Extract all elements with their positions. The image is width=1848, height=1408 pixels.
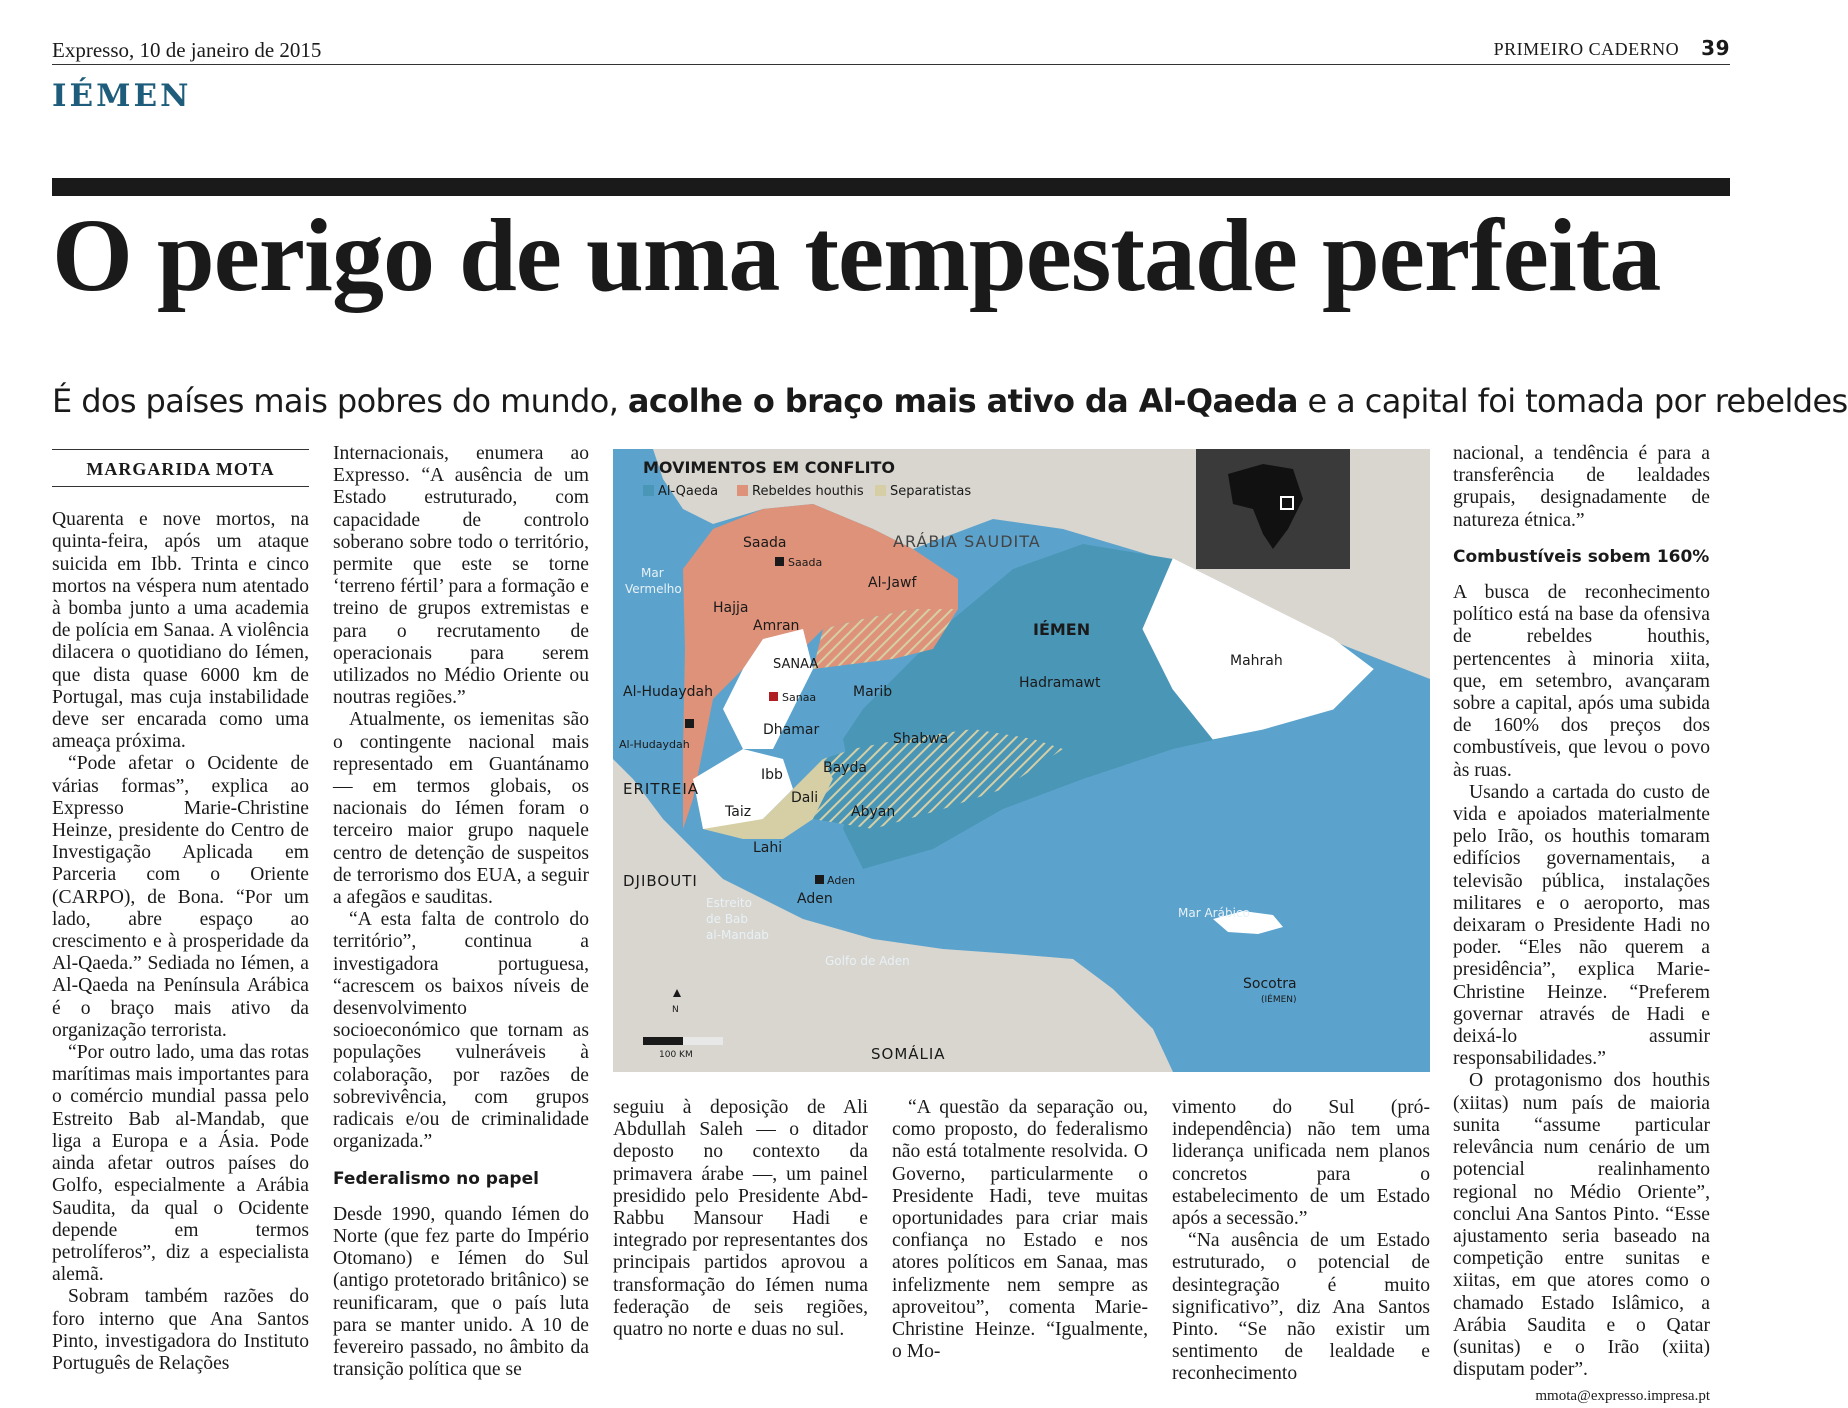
label-hudaydah: Al-Hudaydah <box>623 684 714 700</box>
subheadline-part1: É dos países mais pobres do mundo, <box>52 382 628 420</box>
label-eritrea: ERITREIA <box>623 780 700 798</box>
legend-houthi: Rebeldes houthis <box>752 484 864 499</box>
paragraph: nacional, a tendência é para a transferência de lealdades grupais, designadamente de natureza étnica.” <box>1453 443 1710 531</box>
article-column-4 <box>892 1097 1148 1363</box>
publication-date: Expresso, 10 de janeiro de 2015 <box>52 38 322 62</box>
paragraph: Atualmente, os iemenitas são o contingente nacional mais representado em Guantánamo — em termos globais, os nacionais do Iémen foram o terceiro maior grupo naquele centro de detenção de suspeitos de terrorismo dos EUA, a seguir a afegãos e sauditas. <box>333 709 589 909</box>
paragraph: seguiu à deposição de Ali Abdullah Saleh — o ditador deposto no contexto da primavera árabe —, um painel presidido pelo Presidente Abd-Rabbu Mansour Hadi e integrado por representantes dos principais partidos aprovou a transformação do Iémen numa federação de seis regiões, quatro no norte e duas no sul. <box>613 1097 868 1341</box>
label-saudi: ARÁBIA SAUDITA <box>893 532 1041 551</box>
subheadline-part2: e a capital foi tomada por rebeldes <box>1297 382 1848 420</box>
paragraph: A busca de reconhecimento político está na base da ofensiva de rebeldes houthis, pertencentes à minoria xiita, que, em setembro, avançaram sobre a capital, após uma subida de 160% dos preços dos combustíveis, que levou o povo às ruas. <box>1453 582 1710 781</box>
byline: MARGARIDA MOTA <box>52 449 309 487</box>
label-gulf-aden: Golfo de Aden <box>825 954 910 968</box>
label-aljawf: Al-Jawf <box>868 575 917 591</box>
label-lahi: Lahi <box>753 840 783 856</box>
conflict-map <box>613 449 1430 1072</box>
section-subhead: Federalismo no papel <box>333 1168 539 1189</box>
article-column-6 <box>1453 443 1710 1408</box>
paragraph: “A esta falta de controlo do território”, continua a investigadora portuguesa, “acrescem os baixos níveis de desenvolvimento socioeconómico que tornam as populações vulneráveis à colaboração, por razões de sobrevivência, com grupos radicais e/ou de criminalidade organizada.” <box>333 909 589 1153</box>
label-scale: 100 KM <box>659 1050 693 1060</box>
article-column-2 <box>333 443 589 1381</box>
subheadline <box>52 382 1848 420</box>
label-dali: Dali <box>791 790 819 806</box>
paragraph: “Por outro lado, uma das rotas marítimas mais importantes para o comércio mundial passa pelo Estreito Bab al-Mandab, que liga a Europa e a Ásia. Pode ainda afetar outros países do Golfo, especialmente a Arábia Saudita, da qual o Ocidente depende em termos petrolíferos”, diz a especialista alemã. <box>52 1042 309 1286</box>
label-marib: Marib <box>853 684 893 700</box>
label-taiz: Taiz <box>725 804 752 820</box>
label-north: N <box>672 1005 679 1015</box>
paragraph: Internacionais, enumera ao Expresso. “A ausência de um Estado estruturado, com capacidade de controlo soberano sobre todo o território, permite que este se torne ‘terreno fértil’ para a formação e treino de grupos extremistas e para o recrutamento de operacionais para serem utilizados no Médio Oriente ou noutras regiões.” <box>333 443 589 709</box>
saada-marker <box>775 557 784 566</box>
topic-label: IÉMEN <box>52 78 192 114</box>
paragraph: Sobram também razões do foro interno que Ana Santos Pinto, investigadora do Instituto Português de Relações <box>52 1286 309 1374</box>
legend-swatch-separatist <box>875 485 886 496</box>
hudaydah-marker <box>685 719 694 728</box>
label-saada-region: Saada <box>743 535 787 551</box>
legend-separatist: Separatistas <box>890 484 972 499</box>
scale-bar-dark <box>643 1037 683 1045</box>
label-djibouti: DJIBOUTI <box>623 872 698 890</box>
label-aden-city: Aden <box>827 874 856 887</box>
article-column-5 <box>1172 1097 1430 1386</box>
label-amran: Amran <box>753 618 800 634</box>
aden-marker <box>815 875 824 884</box>
paragraph: “Pode afetar o Ocidente de várias formas”, explica ao Expresso Marie-Christine Heinze, presidente do Centro de Investigação Aplicada em Parceria com o Oriente (CARPO), de Bona. “Por um lado, abre espaço ao crescimento e à prosperidade da Al-Qaeda.” Sediada no Iémen, a Al-Qaeda na Península Arábica é o braço mais ativo da organização terrorista. <box>52 753 309 1041</box>
page-number: 39 <box>1701 36 1730 60</box>
legend-alqaeda: Al-Qaeda <box>658 484 719 499</box>
paragraph: Desde 1990, quando Iémen do Norte (que fez parte do Império Otomano) e Iémen do Sul (antigo protetorado britânico) se reunificaram, que o país luta para se manter unido. A 10 de fevereiro passado, no âmbito da transição política que se <box>333 1203 589 1381</box>
paragraph: vimento do Sul (pró-independência) não tem uma liderança unificada nem planos concretos para o estabelecimento de um Estado após a secessão.” <box>1172 1097 1430 1230</box>
label-mahrah: Mahrah <box>1230 653 1283 669</box>
map-title: MOVIMENTOS EM CONFLITO <box>643 458 896 477</box>
label-socotra: Socotra <box>1243 976 1297 992</box>
label-country: IÉMEN <box>1033 620 1091 639</box>
label-ibb: Ibb <box>761 767 783 783</box>
label-strait-3: al-Mandab <box>706 928 769 942</box>
label-somalia: SOMÁLIA <box>871 1045 946 1063</box>
label-saada-city: Saada <box>788 556 823 569</box>
label-hudaydah-city: Al-Hudaydah <box>619 738 690 751</box>
label-sanaa-region: SANAA <box>773 657 819 672</box>
section-header <box>1494 36 1730 60</box>
paragraph: Usando a cartada do custo de vida e apoiados materialmente pelo Irão, os houthis tomaram edifícios governamentais, a televisão pública, instalações militares e o aeroporto, mas deixaram o Presidente Hadi no poder. “Eles não querem a presidência”, explica Marie-Christine Heinze. “Preferem governar através de Hadi e deixá-lo assumir responsabilidades.” <box>1453 781 1710 1070</box>
article-column-3 <box>613 1097 868 1341</box>
label-hadramawt: Hadramawt <box>1019 675 1101 691</box>
legend-swatch-alqaeda <box>643 485 654 496</box>
label-shabwa: Shabwa <box>893 731 949 747</box>
label-sanaa-city: Sanaa <box>782 691 817 704</box>
paragraph: O protagonismo dos houthis (xiitas) num país de maioria sunita “assume particular relevância num cenário de um potencial realinhamento regional no Médio Oriente”, conclui Ana Santos Pinto. “Esse ajustamento seria baseado na competição entre sunitas e xiitas, em que atores como o chamado Estado Islâmico, a Arábia Saudita e o Qatar (sunitas) e o Irão (xiita) disputam poder”. <box>1453 1070 1710 1381</box>
label-bayda: Bayda <box>823 760 867 776</box>
headline: O perigo de uma tempestade perfeita <box>52 198 1661 313</box>
header-rule <box>52 64 1730 65</box>
label-arabian-sea: Mar Arábico <box>1178 906 1250 920</box>
section-name: PRIMEIRO CADERNO <box>1493 39 1680 59</box>
legend-swatch-houthi <box>737 485 748 496</box>
sanaa-marker <box>769 692 778 701</box>
scale-bar-light <box>683 1037 723 1045</box>
label-hajja: Hajja <box>713 600 749 616</box>
label-red-sea-1: Mar <box>641 566 664 580</box>
paragraph: “A questão da separação ou, como proposto, do federalismo não está totalmente resolvida. O Governo, particularmente o Presidente Hadi, teve muitas oportunidades para criar mais confiança no Estado e nos atores políticos em Sanaa, mas infelizmente nem sempre as aproveitou”, comenta Marie-Christine Heinze. “Igualmente, o Mo- <box>892 1097 1148 1363</box>
label-abyan: Abyan <box>851 804 896 820</box>
label-dhamar: Dhamar <box>763 722 820 738</box>
label-red-sea-2: Vermelho <box>625 582 682 596</box>
subheadline-bold: acolhe o braço mais ativo da Al-Qaeda <box>627 382 1298 420</box>
section-subhead: Combustíveis sobem 160% <box>1453 546 1710 567</box>
label-socotra-country: (IÉMEN) <box>1261 995 1297 1005</box>
label-strait-1: Estreito <box>706 896 752 910</box>
author-email: mmota@expresso.impresa.pt <box>1535 1388 1710 1405</box>
label-strait-2: de Bab <box>706 912 749 926</box>
label-aden-region: Aden <box>797 891 833 907</box>
headline-bar <box>52 178 1730 196</box>
paragraph: “Na ausência de um Estado estruturado, o potencial de desintegração é muito significativo”, diz Ana Santos Pinto. “Se não existir um sentimento de lealdade e reconhecimento <box>1172 1230 1430 1385</box>
article-column-1 <box>52 449 309 1375</box>
paragraph: Quarenta e nove mortos, na quinta-feira, após um ataque suicida em Ibb. Trinta e cinco mortos na véspera num atentado à bomba junto a uma academia de polícia em Sanaa. A violência dilacera o quotidiano do Iémen, que dista quase 6000 km de Portugal, mas cuja instabilidade deve ser encarada como uma ameaça próxima. <box>52 509 309 753</box>
